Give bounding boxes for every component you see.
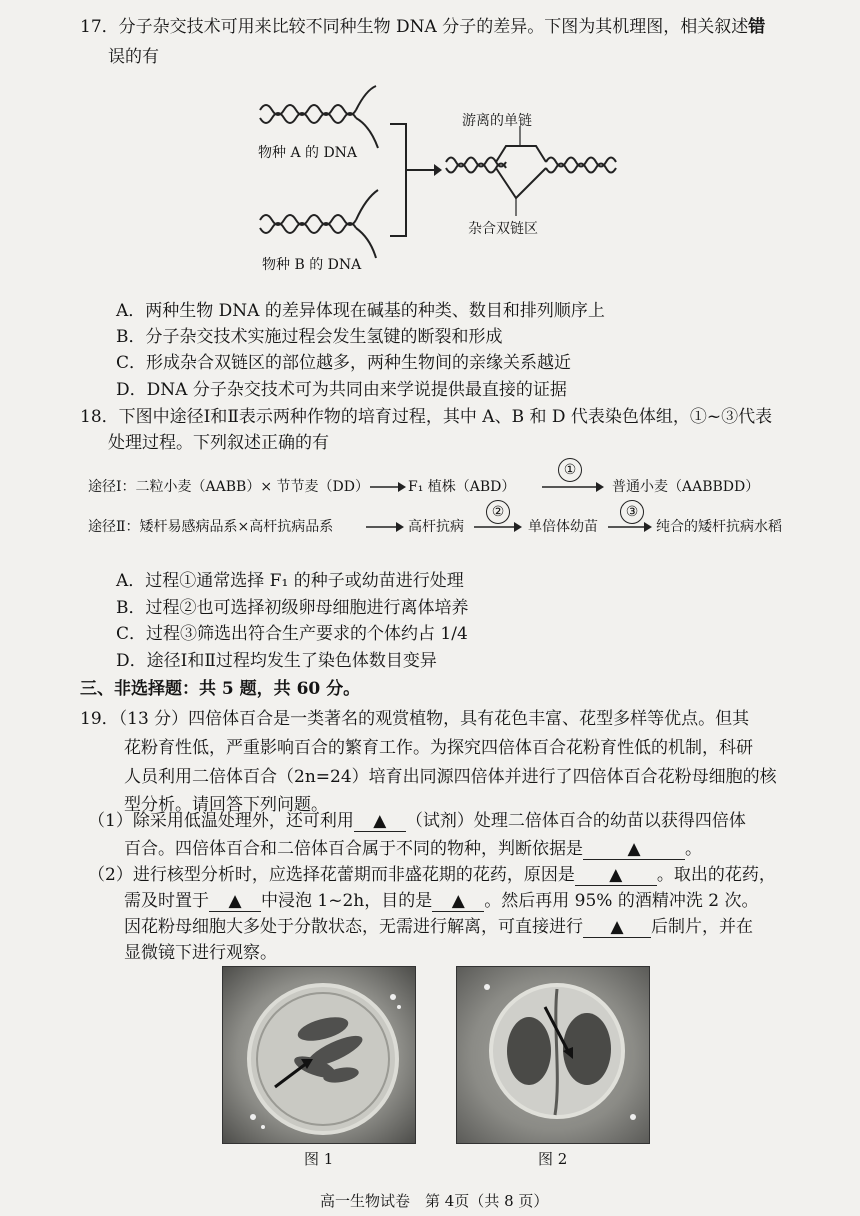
- q18-option-a: A．过程①通常选择 F₁ 的种子或幼苗进行处理: [116, 571, 464, 591]
- section-three-heading: 三、非选择题：共 5 题，共 60 分。: [80, 679, 361, 699]
- bracket: [390, 124, 406, 236]
- q19-line2: 花粉育性低，严重影响百合的繁育工作。为探究四倍体百合花粉育性低的机制，科研: [124, 738, 753, 758]
- q18-stem-line1: 18．下图中途径Ⅰ和Ⅱ表示两种作物的培育过程，其中 A、B 和 D 代表染色体组，①~③代表: [80, 407, 773, 427]
- figure-1-micrograph: [222, 966, 416, 1144]
- path2-arrow-3: [608, 520, 654, 534]
- dna-hybridization-diagram: [240, 80, 620, 280]
- path1-end: 普通小麦（AABBDD）: [612, 479, 760, 495]
- q19-part1-line1: （1）除采用低温处理外，还可利用 ▲ （试剂）处理二倍体百合的幼苗以获得四倍体: [88, 811, 746, 831]
- q18-option-c: C．过程③筛选出符合生产要求的个体约占 1/4: [116, 624, 468, 644]
- q19-part2-line3: 因花粉母细胞大多处于分散状态，无需进行解离，可直接进行 ▲ 后制片，并在: [124, 917, 753, 937]
- answer-blank-reagent[interactable]: ▲: [354, 811, 406, 832]
- path2-mid1: 高杆抗病: [408, 519, 464, 535]
- label-species-a: 物种 A 的 DNA: [258, 145, 358, 161]
- q18-option-b: B．过程②也可选择初级卵母细胞进行离体培养: [116, 598, 469, 618]
- dna-a-helix: [260, 86, 378, 148]
- answer-blank-step[interactable]: ▲: [583, 917, 651, 938]
- path2-arrow-2: [474, 520, 524, 534]
- q19-part1-line2: 百合。四倍体百合和二倍体百合属于不同的物种，判断依据是 ▲ 。: [124, 839, 702, 859]
- q17-stem-line2: 误的有: [108, 47, 159, 67]
- q19-line4: 型分析。请回答下列问题。: [124, 795, 328, 815]
- figure-2-caption: 图 2: [538, 1150, 568, 1168]
- path1-arrow-2: [542, 480, 606, 494]
- q17-option-b: B．分子杂交技术实施过程会发生氢键的断裂和形成: [116, 327, 503, 347]
- path2-start: 途径Ⅱ：矮杆易感病品系×高杆抗病品系: [88, 519, 334, 535]
- q18-option-d: D．途径Ⅰ和Ⅱ过程均发生了染色体数目变异: [116, 651, 437, 671]
- path2-mid2: 单倍体幼苗: [528, 519, 598, 535]
- figure-1-caption: 图 1: [304, 1150, 334, 1168]
- path1-mid: F₁ 植株（ABD）: [408, 479, 516, 495]
- q17-option-a: A．两种生物 DNA 的差异体现在碱基的种类、数目和排列顺序上: [116, 301, 605, 321]
- q19-line3: 人员利用二倍体百合（2n=24）培育出同源四倍体并进行了四倍体百合花粉母细胞的核: [124, 767, 777, 787]
- hybrid-dna: [446, 146, 616, 198]
- q17-option-c: C．形成杂合双链区的部位越多，两种生物间的亲缘关系越近: [116, 353, 572, 373]
- answer-blank-purpose[interactable]: ▲: [432, 891, 484, 912]
- label-free-strand: 游离的单链: [462, 113, 532, 129]
- q18-stem-line2: 处理过程。下列叙述正确的有: [108, 433, 329, 453]
- step-3-marker: ③: [620, 500, 644, 524]
- dna-b-helix: [260, 190, 378, 258]
- step-1-marker: ①: [558, 458, 582, 482]
- q17-option-d: D．DNA 分子杂交技术可为共同由来学说提供最直接的证据: [116, 380, 567, 400]
- path1-start: 途径Ⅰ：二粒小麦（AABB）× 节节麦（DD）: [88, 479, 369, 495]
- path2-arrow-1: [366, 520, 406, 534]
- answer-blank-solution[interactable]: ▲: [209, 891, 261, 912]
- answer-blank-species-basis[interactable]: ▲: [583, 839, 685, 860]
- answer-blank-reason[interactable]: ▲: [575, 865, 657, 886]
- figure-2-micrograph: [456, 966, 650, 1144]
- path2-end: 纯合的矮杆抗病水稻: [656, 519, 782, 535]
- step-2-marker: ②: [486, 500, 510, 524]
- q19-line1: 19．（13 分）四倍体百合是一类著名的观赏植物，具有花色丰富、花型多样等优点。但其: [80, 709, 750, 729]
- path1-arrow-1: [370, 480, 406, 494]
- q19-part2-line1: （2）进行核型分析时，应选择花蕾期而非盛花期的花药，原因是 ▲ 。取出的花药，: [88, 865, 776, 885]
- label-hybrid-region: 杂合双链区: [468, 221, 538, 237]
- label-species-b: 物种 B 的 DNA: [262, 257, 362, 273]
- q19-part2-line4: 显微镜下进行观察。: [124, 943, 277, 963]
- q19-part2-line2: 需及时置于 ▲ 中浸泡 1~2h，目的是 ▲ 。然后再用 95% 的酒精冲洗 2 次。: [124, 891, 759, 911]
- page-footer: 高一生物试卷 第 4页（共 8 页）: [320, 1192, 549, 1210]
- q17-stem-line1: 17．分子杂交技术可用来比较不同种生物 DNA 分子的差异。下图为其机理图，相关叙述错: [80, 17, 766, 37]
